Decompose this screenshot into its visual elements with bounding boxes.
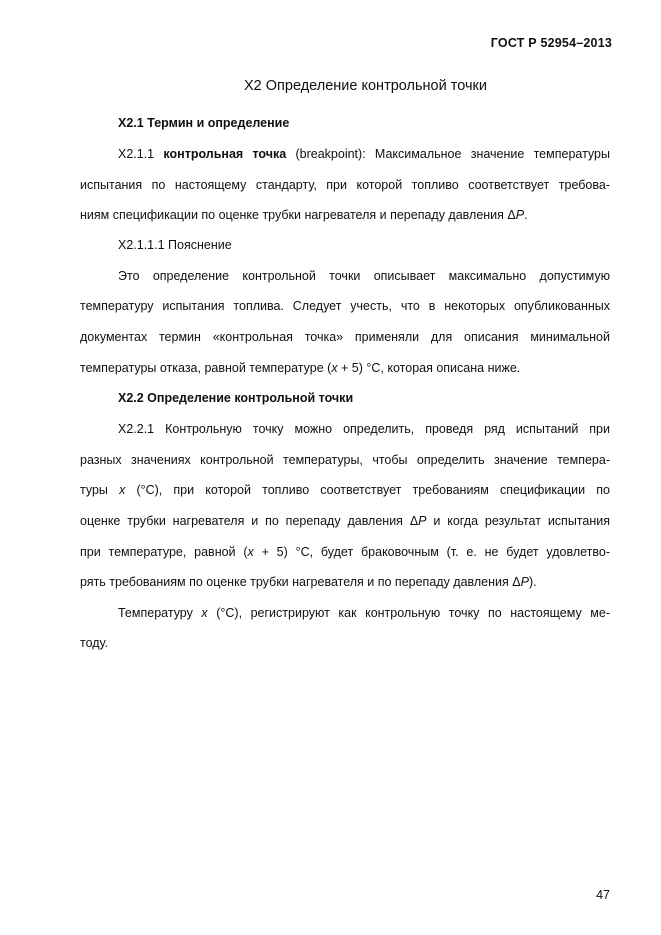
page-number: 47 — [596, 888, 610, 902]
p1-line-1: Х2.1.1 контрольная точка (breakpoint): Максимальное значение температуры — [118, 147, 610, 161]
p4-line-3: туры x (°С), при которой топливо соответствует требованиям спецификации по — [80, 483, 610, 497]
p5-line-1: Температуру x (°С), регистрируют как контрольную точку по настоящему ме- — [118, 606, 610, 620]
subsection-heading-1: Х2.1 Термин и определение — [118, 116, 290, 130]
p4-line-5: при температуре, равной (x + 5) °С, будет браковочным (т. е. не будет удовлетво- — [80, 545, 610, 559]
term: контрольная точка — [163, 147, 287, 161]
p4-line-4: оценке трубки нагревателя и по перепаду давления ΔP и когда результат испытания — [80, 514, 610, 528]
p5-line-2: тоду. — [80, 636, 109, 650]
p3-line-1: Это определение контрольной точки описывает максимально допустимую — [118, 269, 610, 283]
p4-line-2: разных значениях контрольной температуры, чтобы определить значение темпера- — [80, 453, 610, 467]
p4-line-1: Х2.2.1 Контрольную точку можно определить, проведя ряд испытаний при — [118, 422, 610, 436]
p2-line: Х2.1.1.1 Пояснение — [118, 238, 232, 252]
p3-line-2: температуру испытания топлива. Следует учесть, что в некоторых опубликованных — [80, 299, 610, 313]
standard-number: ГОСТ Р 52954–2013 — [490, 36, 612, 50]
p4-line-6: рять требованиям по оценке трубки нагревателя и по перепаду давления ΔP). — [80, 575, 537, 589]
section-title: Х2 Определение контрольной точки — [244, 78, 487, 94]
p1-line-2: испытания по настоящему стандарту, при которой топливо соответствует требова- — [80, 178, 610, 192]
p1-line-3: ниям спецификации по оценке трубки нагревателя и перепаду давления ΔP. — [80, 208, 528, 222]
p3-line-4: температуры отказа, равной температуре (x + 5) °С, которая описана ниже. — [80, 361, 521, 375]
subsection-heading-2: Х2.2 Определение контрольной точки — [118, 391, 354, 405]
p3-line-3: документах термин «контрольная точка» применяли для описания минимальной — [80, 330, 610, 344]
